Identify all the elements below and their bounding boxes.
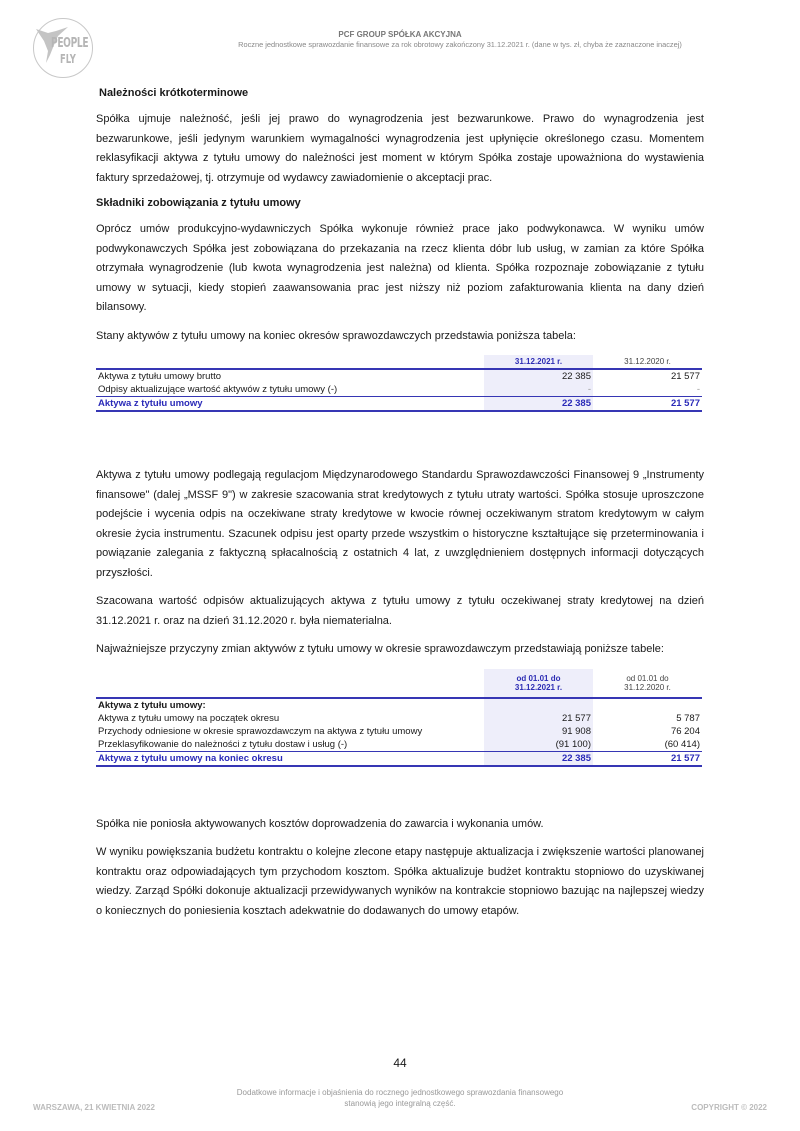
paragraph: Oprócz umów produkcyjno-wydawniczych Spółka wykonuje również prace jako podwykonawca. W wyniku umów podwykonawczych Spółka jest zobowiązana do przekazania na rzecz klienta dóbr lub usług, w zamian za które Spółka otrzymała wynagrodzenie (lub kwota wynagrodzenia jest należna) od klienta. Spółka rozpoznaje zobowiązanie z tytułu umowy w sytuacji, kiedy stopień zaawansowania prac jest niższy niż poziom zafakturowania klienta na dany dzień bilansowy.: [96, 223, 704, 313]
table-row: Przeklasyfikowanie do należności z tytułu dostaw i usług (-) (91 100) (60 414): [98, 738, 700, 750]
paragraph: Najważniejsze przyczyny zmian aktywów z tytułu umowy w okresie sprawozdawczym przedstawiają poniższe tabele:: [96, 643, 664, 655]
document-body: [96, 87, 704, 930]
company-name: PCF GROUP SPÓŁKA AKCYJNA: [338, 30, 462, 39]
paragraph: Aktywa z tytułu umowy podlegają regulacjom Międzynarodowego Standardu Sprawozdawczości Finansowej 9 „Instrumenty finansowe" (dalej „MSSF 9") w zakresie szacowania strat kredytowych z tytułu utraty wartości. Spółka stosuje uproszczone podejście i wycenia odpis na oczekiwane straty kredytowe w kwocie równej oczekiwanym stratom kredytowym w całym okresie życia instrumentu. Szacunek odpisu jest oparty przede wszystkim o historyczne kształtujące się przeterminowania i powiązanie zalegania z faktyczną spłacalnością z ostatnich 4 lat, z uwzględnieniem dostępnych informacji dotyczących przyszłości.: [96, 469, 704, 579]
table-row: Przychody odniesione w okresie sprawozdawczym na aktywa z tytułu umowy 91 908 76 204: [98, 725, 700, 737]
logo-text-fly: FLY: [60, 52, 76, 66]
paragraph: W wyniku powiększania budżetu kontraktu o kolejne zlecone etapy następuje aktualizacja i zwiększenie wartości planowanej kontraktu oraz odpowiadających tym przychodom kosztom. Spółka aktualizuje budżet kontraktu stopniowo do uzyskiwanej wiedzy. Zarząd Spółki dokonuje aktualizacji przewidywanych wyników na kontrakcie stopniowo bazując na najlepszej wiedzy o koniecznych do poniesienia kosztach adekwatnie do dodawanych do umowy etapów.: [96, 846, 704, 917]
table-total-row: Aktywa z tytułu umowy na koniec okresu 22 385 21 577: [98, 752, 700, 764]
company-logo: [33, 18, 93, 78]
page-number: 44: [393, 1056, 407, 1070]
logo-text-people: PEOPLE: [51, 36, 89, 51]
table-header-row: [96, 355, 702, 369]
column-header-2021: 31.12.2021 r.: [484, 355, 593, 369]
contract-assets-changes-table: [96, 669, 702, 767]
footer-note: Dodatkowe informacje i objaśnienia do rocznego jednostkowego sprawozdania finansowego stanowią jego integralną część.: [236, 1088, 564, 1108]
paragraph: Spółka nie poniosła aktywowanych kosztów doprowadzenia do zawarcia i wykonania umów.: [96, 817, 544, 830]
column-header-2021: od 01.01 do 31.12.2021 r.: [484, 669, 593, 698]
table-row: Aktywa z tytułu umowy brutto 22 385 21 577: [98, 371, 700, 382]
paragraph: Szacowana wartość odpisów aktualizujących aktywa z tytułu umowy z tytułu oczekiwanej straty kredytowej na dzień 31.12.2021 r. oraz na dzień 31.12.2020 r. była niematerialna.: [96, 595, 704, 627]
table-row: Odpisy aktualizujące wartość aktywów z tytułu umowy (-) - -: [98, 384, 700, 395]
heading-receivables: Należności krótkoterminowe: [99, 87, 249, 99]
contract-assets-table: [96, 355, 702, 412]
footer-date: WARSZAWA, 21 KWIETNIA 2022: [33, 1103, 155, 1112]
table-section-row: Aktywa z tytułu umowy:: [96, 698, 702, 712]
report-subtitle: Roczne jednostkowe sprawozdanie finansowe za rok obrotowy zakończony 31.12.2021 r. (dane w tys. zł, chyba że zaznaczone inaczej): [238, 40, 682, 49]
paragraph: Stany aktywów z tytułu umowy na koniec okresów sprawozdawczych przedstawia poniższa tabela:: [96, 329, 576, 342]
paragraph: Spółka ujmuje należność, jeśli jej prawo do wynagrodzenia jest bezwarunkowe. Prawo do wynagrodzenia jest bezwarunkowe, jeśli jedynym warunkiem wymagalności wynagrodzenia jest upłynięcie określonego czasu. Momentem reklasyfikacji aktywa z tytułu umowy do należności jest moment w którym Spółka zostaje upoważniona do wystawienia faktury sprzedażowej, tj. otrzymuje od wydawcy zawiadomienie o akceptacji prac.: [96, 113, 704, 184]
footer-copyright: COPYRIGHT © 2022: [691, 1103, 767, 1112]
table-total-row: Aktywa z tytułu umowy 22 385 21 577: [98, 398, 700, 409]
table-header-row: [96, 669, 702, 698]
heading-liabilities: Składniki zobowiązania z tytułu umowy: [96, 197, 301, 209]
column-header-2020: 31.12.2020 r.: [624, 357, 671, 366]
table-row: Aktywa z tytułu umowy na początek okresu 21 577 5 787: [98, 712, 700, 724]
column-header-2020: od 01.01 do 31.12.2020 r.: [624, 673, 671, 692]
